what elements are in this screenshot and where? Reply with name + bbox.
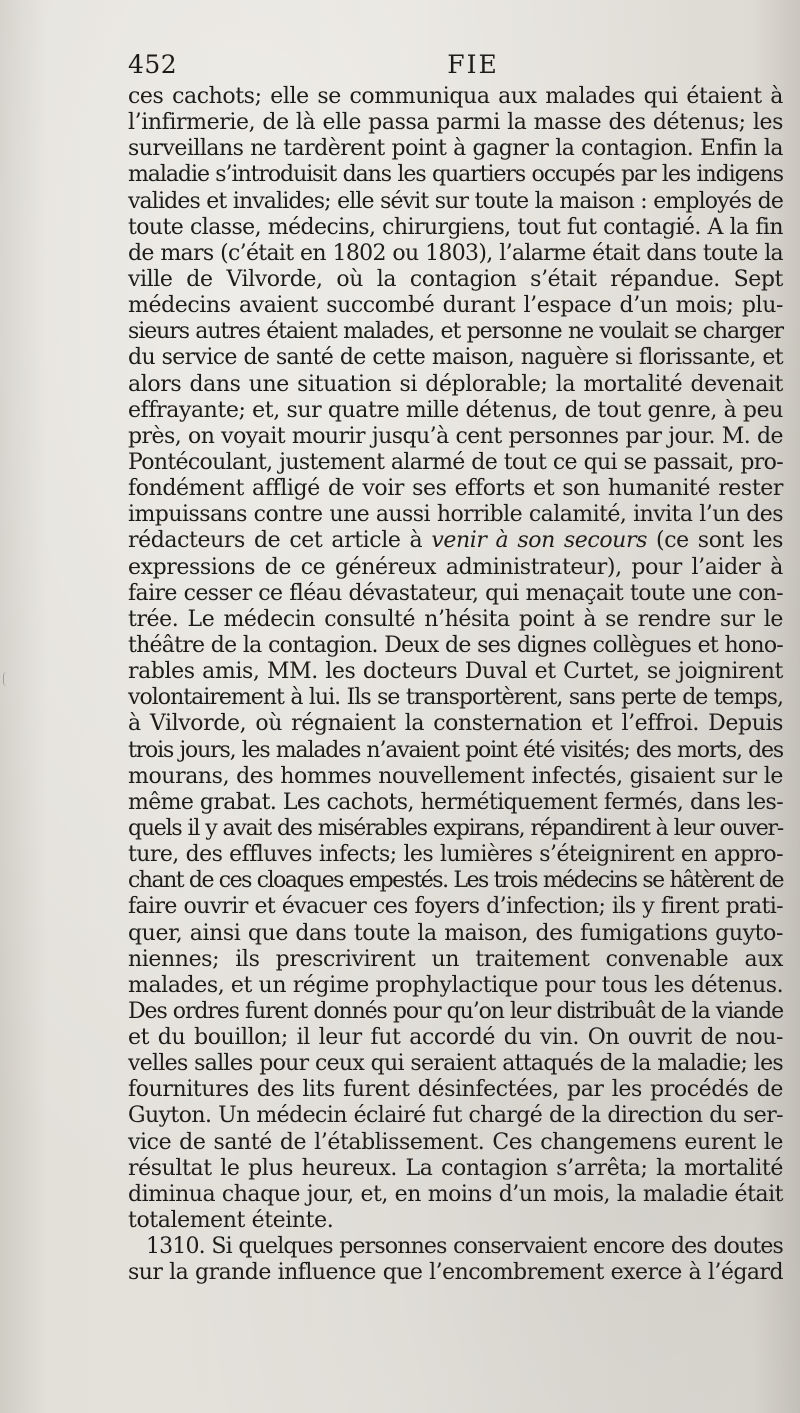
text-line-segment: rédacteurs de cet article à [128,528,432,554]
text-line [128,842,783,868]
text-line-segment: trée. Le médecin consulté n’hésita point à se rendre sur le [128,606,783,632]
text-line [128,267,783,293]
text-line-segment: alors dans une situation si déplorable; la mortalité devenait [128,371,783,397]
text-line [128,293,783,319]
text-line [128,999,783,1025]
text-line [128,1182,783,1208]
running-head [128,50,778,84]
text-line-segment: (ce sont les [646,528,783,554]
text-line-segment: quels il y avait des misérables expirans, répandirent à leur ouver- [128,815,783,841]
text-line-segment: toute classe, médecins, chirurgiens, tout fut contagié. A la fin [128,214,783,240]
text-line-segment: niennes; ils prescrivirent un traitement convenable aux [128,946,783,972]
text-line-segment: surveillans ne tardèrent point à gagner la contagion. Enfin la [128,136,783,162]
text-line [128,476,783,502]
text-line [128,685,783,711]
text-line [128,345,783,371]
text-line [128,868,783,894]
text-line [128,659,783,685]
text-line-segment: résultat le plus heureux. La contagion s’arrêta; la mortalité [128,1155,783,1181]
text-line-segment: faire ouvrir et évacuer ces foyers d’infection; ils y firent prati- [128,894,783,920]
text-line-segment: vice de santé de l’établissement. Ces changemens eurent le [128,1129,783,1155]
text-line [128,372,783,398]
text-line [128,450,783,476]
text-line [128,1051,783,1077]
text-line [128,215,783,241]
text-line-segment: Des ordres furent donnés pour qu’on leur distribuât de la viande [128,998,783,1024]
text-line [128,921,783,947]
text-line [128,711,783,737]
text-line-segment: du service de santé de cette maison, naguère si florissante, et [128,345,783,371]
text-line-segment: totalement éteinte. [128,1208,334,1234]
text-line [128,816,783,842]
text-line [128,424,783,450]
text-line-segment: à Vilvorde, où régnaient la consternation et l’effroi. Depuis [128,711,783,737]
text-line-segment: médecins avaient succombé durant l’espace d’un mois; plu- [128,293,783,319]
text-line-segment: ville de Vilvorde, où la contagion s’était répandue. Sept [128,266,783,292]
text-line-segment: faire cesser ce fléau dévastateur, qui menaçait toute une con- [128,580,783,606]
text-line [128,1156,783,1182]
margin-mark [3,672,10,686]
text-line [128,162,783,188]
text-line [128,633,783,659]
text-line-segment: malades, et un régime prophylactique pour tous les détenus. [128,972,784,998]
text-line-segment: fournitures des lits furent désinfectées, par les procédés de [128,1077,783,1103]
text-line-segment: valides et invalides; elle sévit sur toute la maison : employés de [128,188,783,214]
text-line [128,110,783,136]
text-line [128,528,783,554]
text-line [128,894,783,920]
text-line-segment: sur la grande influence que l’encombrement exerce à l’égard [128,1260,783,1286]
text-line [128,189,783,215]
text-line-segment: théâtre de la contagion. Deux de ses dignes collègues et hono- [128,632,783,658]
text-line-segment: fondément affligé de voir ses efforts et son humanité rester [128,476,783,502]
text-line [128,1208,783,1234]
text-line [128,581,783,607]
text-line-segment: Pontécoulant, justement alarmé de tout ce qui se passait, pro- [128,449,783,475]
text-line-segment: près, on voyait mourir jusqu’à cent personnes par jour. M. de [128,423,783,449]
text-line-segment: Guyton. Un médecin éclairé fut chargé de la direction du ser- [128,1103,783,1129]
text-line-segment: ture, des effluves infects; les lumières s’éteignirent en appro- [128,842,783,868]
text-line-segment: trois jours, les malades n’avaient point été visités; des morts, des [128,737,783,763]
text-line-segment: ces cachots; elle se communiqua aux malades qui étaient à [128,84,783,109]
text-line-segment: volontairement à lui. Ils se transportèrent, sans perte de temps, [128,685,783,711]
text-line [128,136,783,162]
text-line [128,1077,783,1103]
text-line-segment: velles salles pour ceux qui seraient attaqués de la maladie; les [128,1051,783,1077]
text-line [128,1234,783,1260]
text-line [128,607,783,633]
text-line-segment: même grabat. Les cachots, hermétiquement fermés, dans les- [128,789,783,815]
page-number: 452 [128,50,178,79]
text-line-segment: rables amis, MM. les docteurs Duval et Curtet, se joignirent [128,659,783,685]
text-line-segment: sieurs autres étaient malades, et personne ne voulait se charger [128,319,783,345]
text-line [128,84,783,110]
text-line [128,502,783,528]
text-line [128,947,783,973]
text-line [128,241,783,267]
text-line-segment: effrayante; et, sur quatre mille détenus, de tout genre, à peu [128,397,783,423]
body-text [128,84,783,1286]
text-line-segment: et du bouillon; il leur fut accordé du vin. On ouvrit de nou- [128,1025,783,1051]
text-line-segment: mourans, des hommes nouvellement infectés, gisaient sur le [128,763,783,789]
italic-quote: venir à son secours [431,528,647,554]
text-line-segment: maladie s’introduisit dans les quartiers occupés par les indigens [128,162,783,188]
text-line-segment: chant de ces cloaques empestés. Les trois médecins se hâtèrent de [128,868,783,894]
text-line [128,973,783,999]
running-head-title: FIE [447,50,499,79]
text-line-segment: impuissans contre une aussi horrible calamité, invita l’un des [128,502,783,528]
text-line-segment: de mars (c’était en 1802 ou 1803), l’alarme était dans toute la [128,240,783,266]
text-line-segment: quer, ainsi que dans toute la maison, des fumigations guyto- [128,920,783,946]
text-line-segment: diminua chaque jour, et, en moins d’un mois, la maladie était [128,1181,783,1207]
text-line [128,398,783,424]
text-line [128,738,783,764]
text-line [128,790,783,816]
text-line [128,1025,783,1051]
text-line-segment: expressions de ce généreux administrateur), pour l’aider à [128,554,783,580]
text-line [128,1260,783,1286]
text-line-segment: 1310. Si quelques personnes conservaient encore des doutes [146,1234,783,1260]
text-line [128,1103,783,1129]
text-line [128,1130,783,1156]
text-line [128,319,783,345]
text-line [128,555,783,581]
text-line [128,764,783,790]
text-line-segment: l’infirmerie, de là elle passa parmi la masse des détenus; les [128,110,783,136]
